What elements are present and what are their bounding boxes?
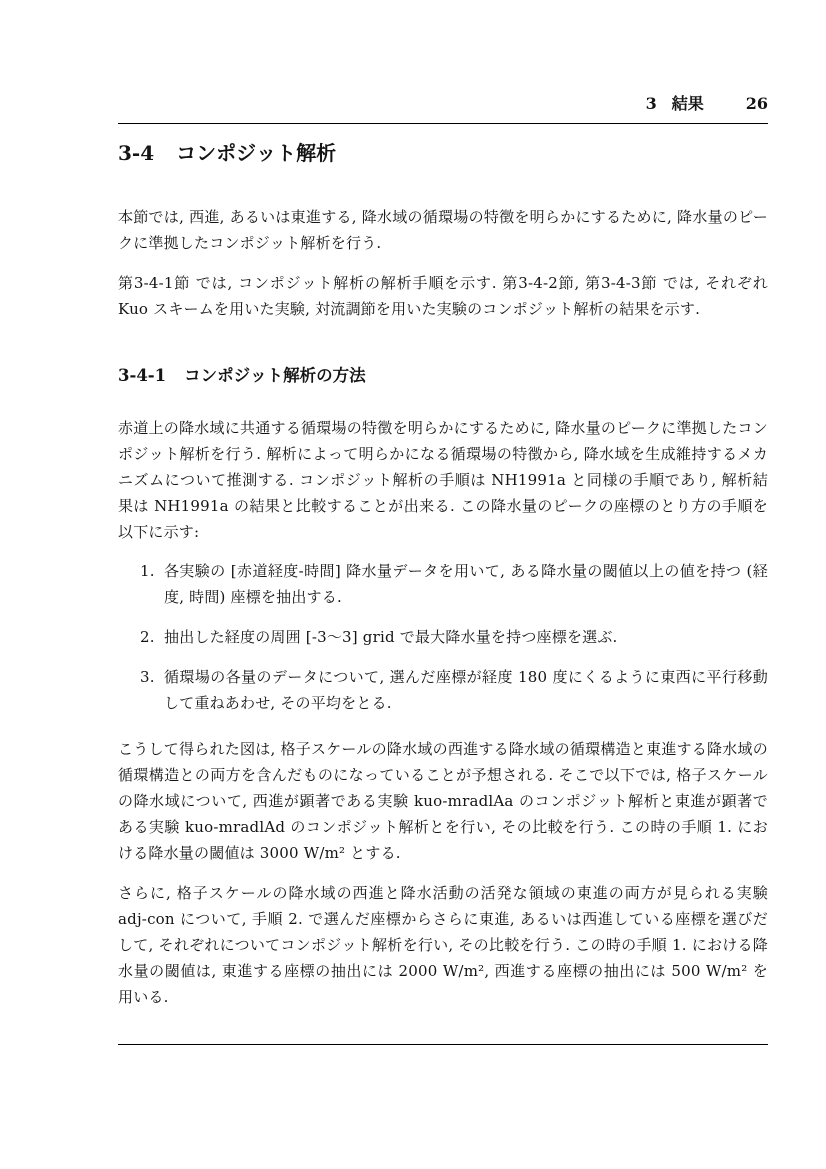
- step-3-text: 循環場の各量のデータについて, 選んだ座標が経度 180 度にくるように東西に平行移動して重ねあわせ, その平均をとる.: [164, 667, 768, 712]
- page-number: 26: [745, 94, 768, 113]
- method-steps-list: [118, 558, 768, 716]
- paragraph-intro-2: 第3-4-1節 では, コンポジット解析の解析手順を示す. 第3-4-2節, 第3-4-3節 では, それぞれ Kuo スキームを用いた実験, 対流調節を用いた実験のコンポジット解析の結果を示す.: [118, 274, 768, 319]
- text-column: [118, 0, 768, 1045]
- paragraph-intro-1: 本節では, 西進, あるいは東進する, 降水域の循環場の特徴を明らかにするために, 降水量のピークに準拠したコンポジット解析を行う.: [118, 208, 768, 253]
- subsection-heading: [118, 366, 768, 387]
- subsection-number: 3-4-1: [118, 366, 167, 386]
- header-section-number: 3: [645, 94, 657, 113]
- method-step-2: [118, 624, 768, 650]
- page-header: [118, 94, 768, 124]
- paragraph-discussion-2: さらに, 格子スケールの降水域の西進と降水活動の活発な領域の東進の両方が見られる実験 adj-con について, 手順 2. で選んだ座標からさらに東進, あるいは西進している座標を選びだして, それぞれについてコンポジット解析を行い, その比較を行う. この時の手順 1. における降水量の閾値は, 東進する座標の抽出には 2000 W/m², 西進する座標の抽出には 500 W/m² を用いる.: [118, 883, 768, 1006]
- step-1-text: 各実験の [赤道経度-時間] 降水量データを用いて, ある降水量の閾値以上の値を持つ (経度, 時間) 座標を抽出する.: [164, 561, 768, 606]
- header-section-label: [646, 94, 704, 114]
- paragraph-method-overview: 赤道上の降水域に共通する循環場の特徴を明らかにするために, 降水量のピークに準拠したコンポジット解析を行う. 解析によって明らかになる循環場の特徴から, 降水域を生成維持するメカニズムについて推測する. コンポジット解析の手順は NH1991a と同様の手順であり, 解析結果は NH1991a の結果と比較することが出来る. この降水量のピークの座標のとり方の手順を以下に示す:: [118, 418, 768, 541]
- method-step-1: [118, 558, 768, 610]
- section-number: 3-4: [118, 141, 155, 166]
- section-title: コンポジット解析: [176, 143, 337, 166]
- section-heading: [118, 141, 768, 167]
- step-2-text: 抽出した経度の周囲 [-3〜3] grid で最大降水量を持つ座標を選ぶ.: [164, 627, 618, 646]
- step-2-number: 2.: [140, 627, 155, 646]
- step-3-number: 3.: [140, 667, 155, 686]
- footer-rule: [118, 1044, 768, 1045]
- paragraph-discussion-1: こうして得られた図は, 格子スケールの降水域の西進する降水域の循環構造と東進する降水域の循環構造との両方を含んだものになっていることが予想される. そこで以下では, 格子スケールの降水域について, 西進が顕著である実験 kuo-mradlAa のコンポジット解析と東進が顕著である実験 kuo-mradlAd のコンポジット解析とを行い, その比較を行う. この時の手順 1. における降水量の閾値は 3000 W/m² とする.: [118, 739, 768, 862]
- subsection-title: コンポジット解析の方法: [184, 367, 366, 386]
- header-section-title: 結果: [671, 96, 704, 113]
- method-step-3: [118, 664, 768, 716]
- step-1-number: 1.: [140, 561, 155, 580]
